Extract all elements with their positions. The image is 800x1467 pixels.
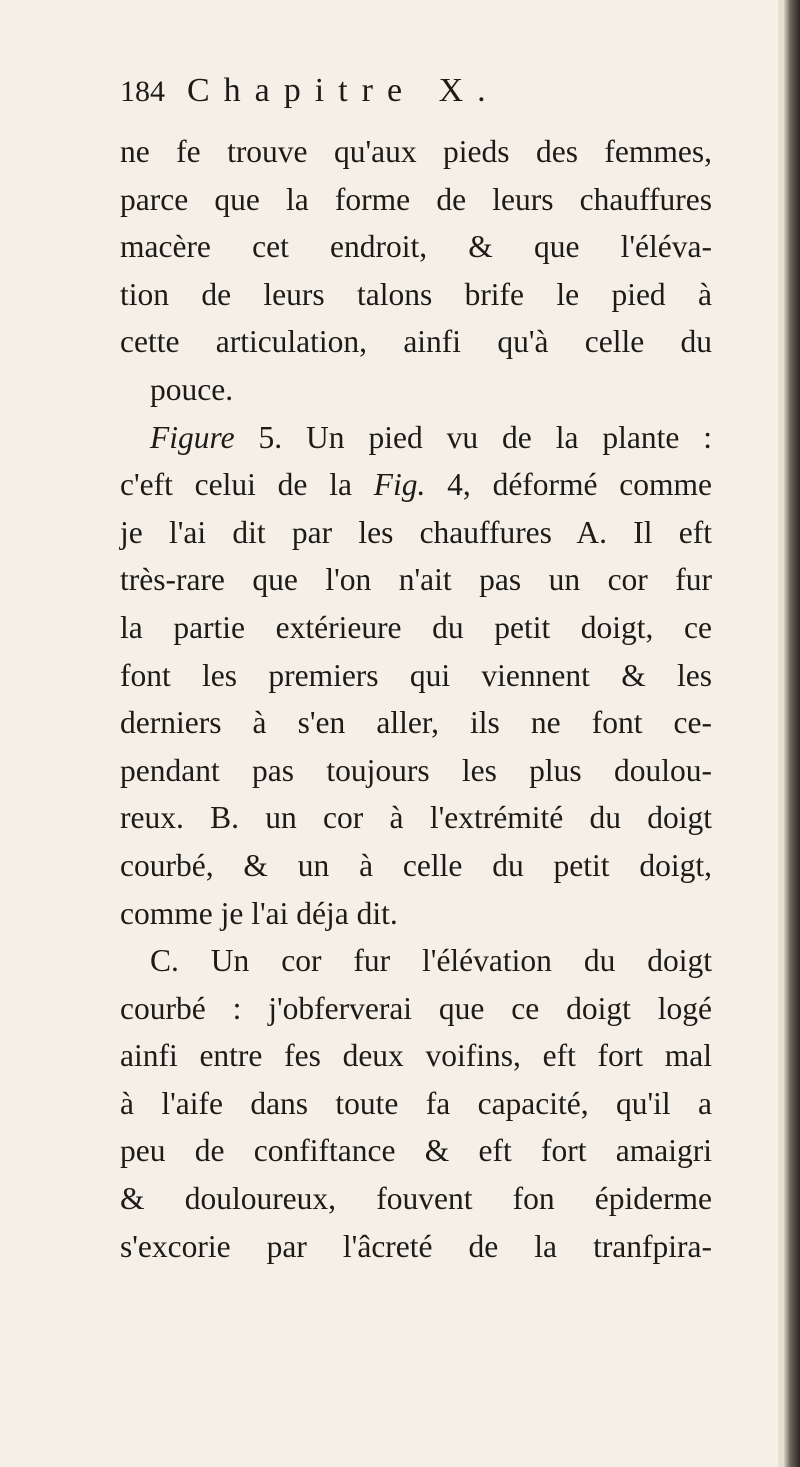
fig-label: Fig.	[373, 467, 426, 503]
text-line: la partie extérieure du petit doigt, ce	[120, 609, 712, 645]
page-number: 184	[120, 75, 165, 108]
text-fragment: c'eft celui de la	[120, 467, 352, 503]
text-line: & douloureux, fouvent fon épiderme	[120, 1181, 712, 1217]
text-line: s'excorie par l'âcreté de la tranfpira-	[120, 1228, 712, 1264]
body-text	[120, 128, 712, 1270]
figure-label: Figure	[150, 419, 235, 455]
text-line	[120, 414, 712, 462]
text-line: comme je l'ai déja dit.	[120, 895, 398, 931]
text-line: pouce.	[150, 371, 234, 407]
book-binding-edge	[784, 0, 800, 1467]
chapter-title: Chapitre X.	[187, 72, 500, 109]
text-line: je l'ai dit par les chauffures A. Il eft	[120, 514, 712, 550]
text-line: à l'aife dans toute fa capacité, qu'il a	[120, 1085, 712, 1121]
text-line: courbé, & un à celle du petit doigt,	[120, 847, 712, 883]
text-line: derniers à s'en aller, ils ne font ce-	[120, 705, 712, 741]
text-line: font les premiers qui viennent & les	[120, 657, 712, 693]
text-line: ainfi entre fes deux voifins, eft fort mal	[120, 1038, 712, 1074]
text-line: très-rare que l'on n'ait pas un cor fur	[120, 562, 712, 598]
text-line: courbé : j'obferverai que ce doigt logé	[120, 990, 712, 1026]
text-line: reux. B. un cor à l'extrémité du doigt	[120, 800, 712, 836]
text-line	[120, 461, 712, 509]
text-fragment: 5. Un pied vu de la plante :	[258, 419, 712, 455]
text-line: tion de leurs talons brife le pied à	[120, 276, 712, 312]
text-line: ne fe trouve qu'aux pieds des femmes,	[120, 134, 712, 169]
text-line: peu de confiftance & eft fort amaigri	[120, 1133, 712, 1169]
text-line: cette articulation, ainfi qu'à celle du	[120, 324, 712, 360]
running-header	[120, 72, 640, 110]
text-line: C. Un cor fur l'élévation du doigt	[150, 943, 712, 979]
text-line: parce que la forme de leurs chauffures	[120, 181, 712, 217]
text-line: pendant pas toujours les plus doulou-	[120, 752, 712, 788]
text-fragment: 4, déformé comme	[447, 467, 713, 503]
text-line: macère cet endroit, & que l'éléva-	[120, 229, 712, 265]
